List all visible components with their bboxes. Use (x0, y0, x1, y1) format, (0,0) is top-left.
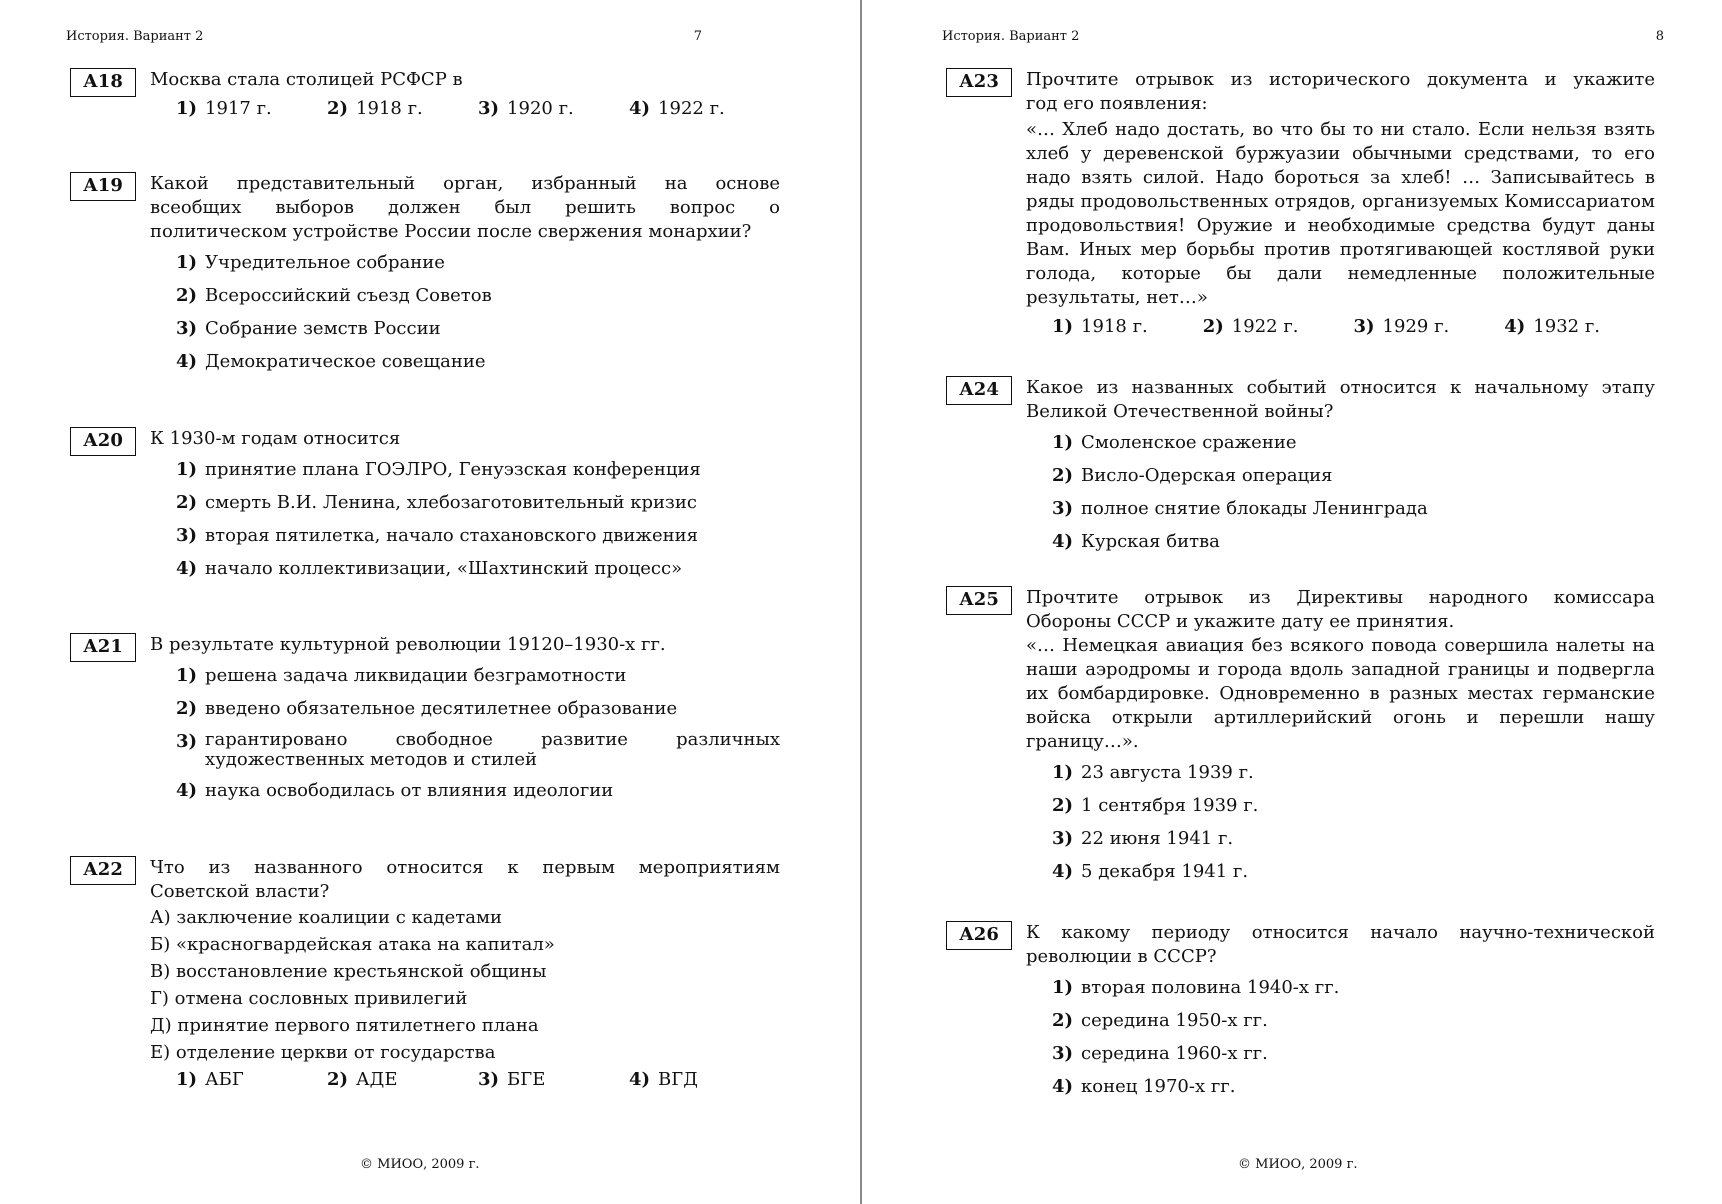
answer-option[interactable]: 2) АДЕ (327, 1069, 398, 1090)
answer-option[interactable]: 3) гарантировано свободное развитие различных художественных методов и стилей (176, 729, 780, 770)
answer-option[interactable]: 3) 22 июня 1941 г. (1052, 828, 1234, 849)
question-label: А25 (946, 586, 1012, 615)
answer-option[interactable]: 3) 1920 г. (478, 98, 574, 119)
answer-options (176, 664, 780, 803)
answer-option[interactable]: 4) конец 1970-х гг. (1052, 1076, 1236, 1097)
answer-options (1052, 761, 1655, 884)
page-footer: © МИОО, 2009 г. (1238, 1157, 1358, 1172)
answer-option[interactable]: 1) вторая половина 1940-х гг. (1052, 977, 1340, 998)
answer-options (176, 1068, 780, 1092)
statement-item: В) восстановление крестьянской общины (150, 961, 547, 982)
question-text-line: Прочтите отрывок из Директивы народного комиссара (1026, 587, 1655, 608)
question-text-line: год его появления: (1026, 93, 1208, 114)
answer-option[interactable]: 4) 1922 г. (629, 98, 725, 119)
answer-option[interactable]: 1) Учредительное собрание (176, 252, 445, 273)
answer-option[interactable]: 1) Смоленское сражение (1052, 432, 1297, 453)
question-label: А23 (946, 68, 1012, 97)
answer-option[interactable]: 2) введено обязательное десятилетнее образование (176, 698, 678, 719)
answer-option[interactable]: 3) 1929 г. (1353, 316, 1450, 337)
answer-options (1052, 976, 1655, 1099)
document-quote: «… Немецкая авиация без всякого повода совершила налеты на наши аэродромы и города вдоль западной границы и подвергла их бомбардировке. Одновременно в разных местах германские войска открыли артиллерийский огонь и перешли нашу границу…». (1026, 635, 1655, 752)
question-label: А18 (70, 68, 136, 97)
answer-options (1052, 315, 1655, 339)
answer-option[interactable]: 3) вторая пятилетка, начало стахановского движения (176, 525, 698, 546)
statement-list (150, 906, 780, 1065)
page-number: 8 (1655, 29, 1664, 44)
answer-options (176, 97, 780, 121)
statement-item: Д) принятие первого пятилетнего плана (150, 1015, 539, 1036)
answer-option[interactable]: 1) принятие плана ГОЭЛРО, Генуэзская конференция (176, 459, 701, 480)
answer-options (176, 251, 780, 374)
question-text-line: всеобщих выборов должен был решить вопрос о (150, 197, 780, 218)
question-text: Москва стала столицей РСФСР в (150, 69, 463, 90)
question-label: А20 (70, 427, 136, 456)
answer-option[interactable]: 1) 1917 г. (176, 98, 272, 119)
left-page (0, 0, 860, 1204)
answer-option[interactable]: 4) 5 декабря 1941 г. (1052, 861, 1249, 882)
answer-option[interactable]: 3) середина 1960-х гг. (1052, 1043, 1268, 1064)
answer-options (176, 458, 780, 581)
question-text-line: Какое из названных событий относится к начальному этапу (1026, 377, 1655, 398)
answer-option[interactable]: 2) смерть В.И. Ленина, хлебозаготовительный кризис (176, 492, 697, 513)
statement-item: Б) «красногвардейская атака на капитал» (150, 934, 555, 955)
answer-option[interactable]: 4) 1932 г. (1504, 316, 1600, 337)
statement-item: Е) отделение церкви от государства (150, 1042, 496, 1063)
answer-options (1052, 431, 1655, 554)
page-number: 7 (693, 29, 702, 44)
question-label: А26 (946, 921, 1012, 950)
question-text: К 1930-м годам относится (150, 428, 401, 449)
answer-option[interactable]: 2) 1 сентября 1939 г. (1052, 795, 1259, 816)
question-text-line: Что из названного относится к первым мероприятиям (150, 857, 780, 878)
answer-option[interactable]: 3) БГЕ (478, 1069, 546, 1090)
question-text-line: Обороны СССР и укажите дату ее принятия. (1026, 611, 1455, 632)
question-text-line: политическом устройстве России после свержения монархии? (150, 221, 752, 242)
question-label: А24 (946, 376, 1012, 405)
answer-option[interactable]: 3) Собрание земств России (176, 318, 441, 339)
answer-option[interactable]: 2) Всероссийский съезд Советов (176, 285, 492, 306)
question-label: А19 (70, 172, 136, 201)
answer-option[interactable]: 2) 1918 г. (327, 98, 423, 119)
question-text-line: Советской власти? (150, 881, 330, 902)
answer-option[interactable]: 1) 1918 г. (1052, 316, 1148, 337)
header-title: История. Вариант 2 (942, 29, 1080, 44)
answer-option[interactable]: 2) Висло-Одерская операция (1052, 465, 1333, 486)
answer-option[interactable]: 1) 23 августа 1939 г. (1052, 762, 1254, 783)
question-text-line: Какой представительный орган, избранный на основе (150, 173, 780, 194)
answer-option[interactable]: 1) АБГ (176, 1069, 244, 1090)
question-text-line: революции в СССР? (1026, 946, 1217, 967)
answer-option[interactable]: 4) ВГД (629, 1069, 698, 1090)
answer-option[interactable]: 2) 1922 г. (1202, 316, 1299, 337)
answer-option[interactable]: 4) наука освободилась от влияния идеологии (176, 780, 614, 801)
answer-option[interactable]: 3) полное снятие блокады Ленинграда (1052, 498, 1428, 519)
answer-option[interactable]: 4) Курская битва (1052, 531, 1220, 552)
header-title: История. Вариант 2 (66, 29, 204, 44)
question-text-line: Прочтите отрывок из исторического документа и укажите (1026, 69, 1655, 90)
question-text-line: К какому периоду относится начало научно-технической (1026, 922, 1655, 943)
answer-option[interactable]: 4) Демократическое совещание (176, 351, 486, 372)
question-text-line: Великой Отечественной войны? (1026, 401, 1334, 422)
answer-option[interactable]: 4) начало коллективизации, «Шахтинский процесс» (176, 558, 683, 579)
statement-item: А) заключение коалиции с кадетами (150, 907, 502, 928)
answer-option[interactable]: 2) середина 1950-х гг. (1052, 1010, 1268, 1031)
question-text: В результате культурной революции 19120–1930-х гг. (150, 634, 666, 655)
page-footer: © МИОО, 2009 г. (360, 1157, 480, 1172)
answer-option[interactable]: 1) решена задача ликвидации безграмотности (176, 665, 627, 686)
question-label: А21 (70, 633, 136, 662)
document-quote: «… Хлеб надо достать, во что бы то ни стало. Если нельзя взять хлеб у деревенской буржуазии обычными средствами, то его надо взять силой. Надо бороться за хлеб! … Записывайтесь в ряды продовольственных отрядов, организуемых Комиссариатом продовольствия! Оружие и необходимые средства будут даны Вам. Иных мер борьбы против протягивающей костлявой руки голода, которые бы дали немедленные положительные результаты, нет…» (1026, 119, 1655, 308)
right-page (862, 0, 1722, 1204)
statement-item: Г) отмена сословных привилегий (150, 988, 468, 1009)
question-label: А22 (70, 856, 136, 885)
